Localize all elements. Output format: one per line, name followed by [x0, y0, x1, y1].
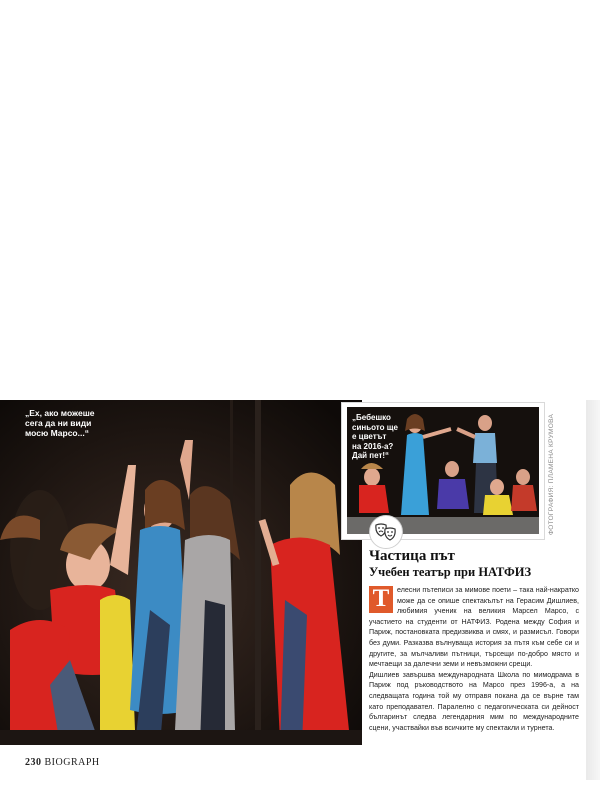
article-body — [369, 585, 579, 733]
drop-cap: Т — [369, 586, 393, 613]
main-photo — [0, 400, 362, 745]
article-paragraph: елесни пътеписи за мимове поети – така най-накратко може да се опише спектакълът на Герасим Дишлиев, любимия ученик на великия Марсел Марсо, с участието на студенти от НАТФИЗ. Родена между София и Париж, постановката предизвиква и смях, и размисъл. Говори без думи. Разказва вълнуваща история за пътя към себе си и другите, за мълчаливи пътници, търсещи по-добро място и мечтаещи за далечни земи и невъзможни срещи. — [369, 586, 579, 669]
article-subtitle: Учебен театър при НАТФИЗ — [369, 565, 532, 579]
article-title: Частица път — [369, 548, 455, 564]
page-number: 230 — [25, 757, 42, 768]
page-edge-shadow — [586, 400, 600, 780]
article-paragraph: Дишлиев завършва международната Школа по мимодрама в Париж под ръководството на Марсо през 1996-а, а на следващата година той му отправя покана да се върне там като преподавател. Паралелно с педагогическата си дейност българинът следва легендарния мим по международните сцени, участвайки във всичките му спектакли и турнета. — [369, 670, 579, 732]
theatre-masks-icon — [369, 515, 403, 549]
magazine-name: BIOGRAPH — [44, 757, 100, 768]
page-footer — [25, 757, 100, 768]
inset-photo-quote: „Бебешко синьото ще е цветът на 2016-а? Дай пет!“ — [352, 413, 398, 460]
main-photo-quote: „Ех, ако можеше сега да ни види мосю Марсо...“ — [25, 408, 95, 438]
photo-credit: ФОТОГРАФИЯ: ПЛАМЕНА КРУМОВА — [548, 413, 555, 535]
